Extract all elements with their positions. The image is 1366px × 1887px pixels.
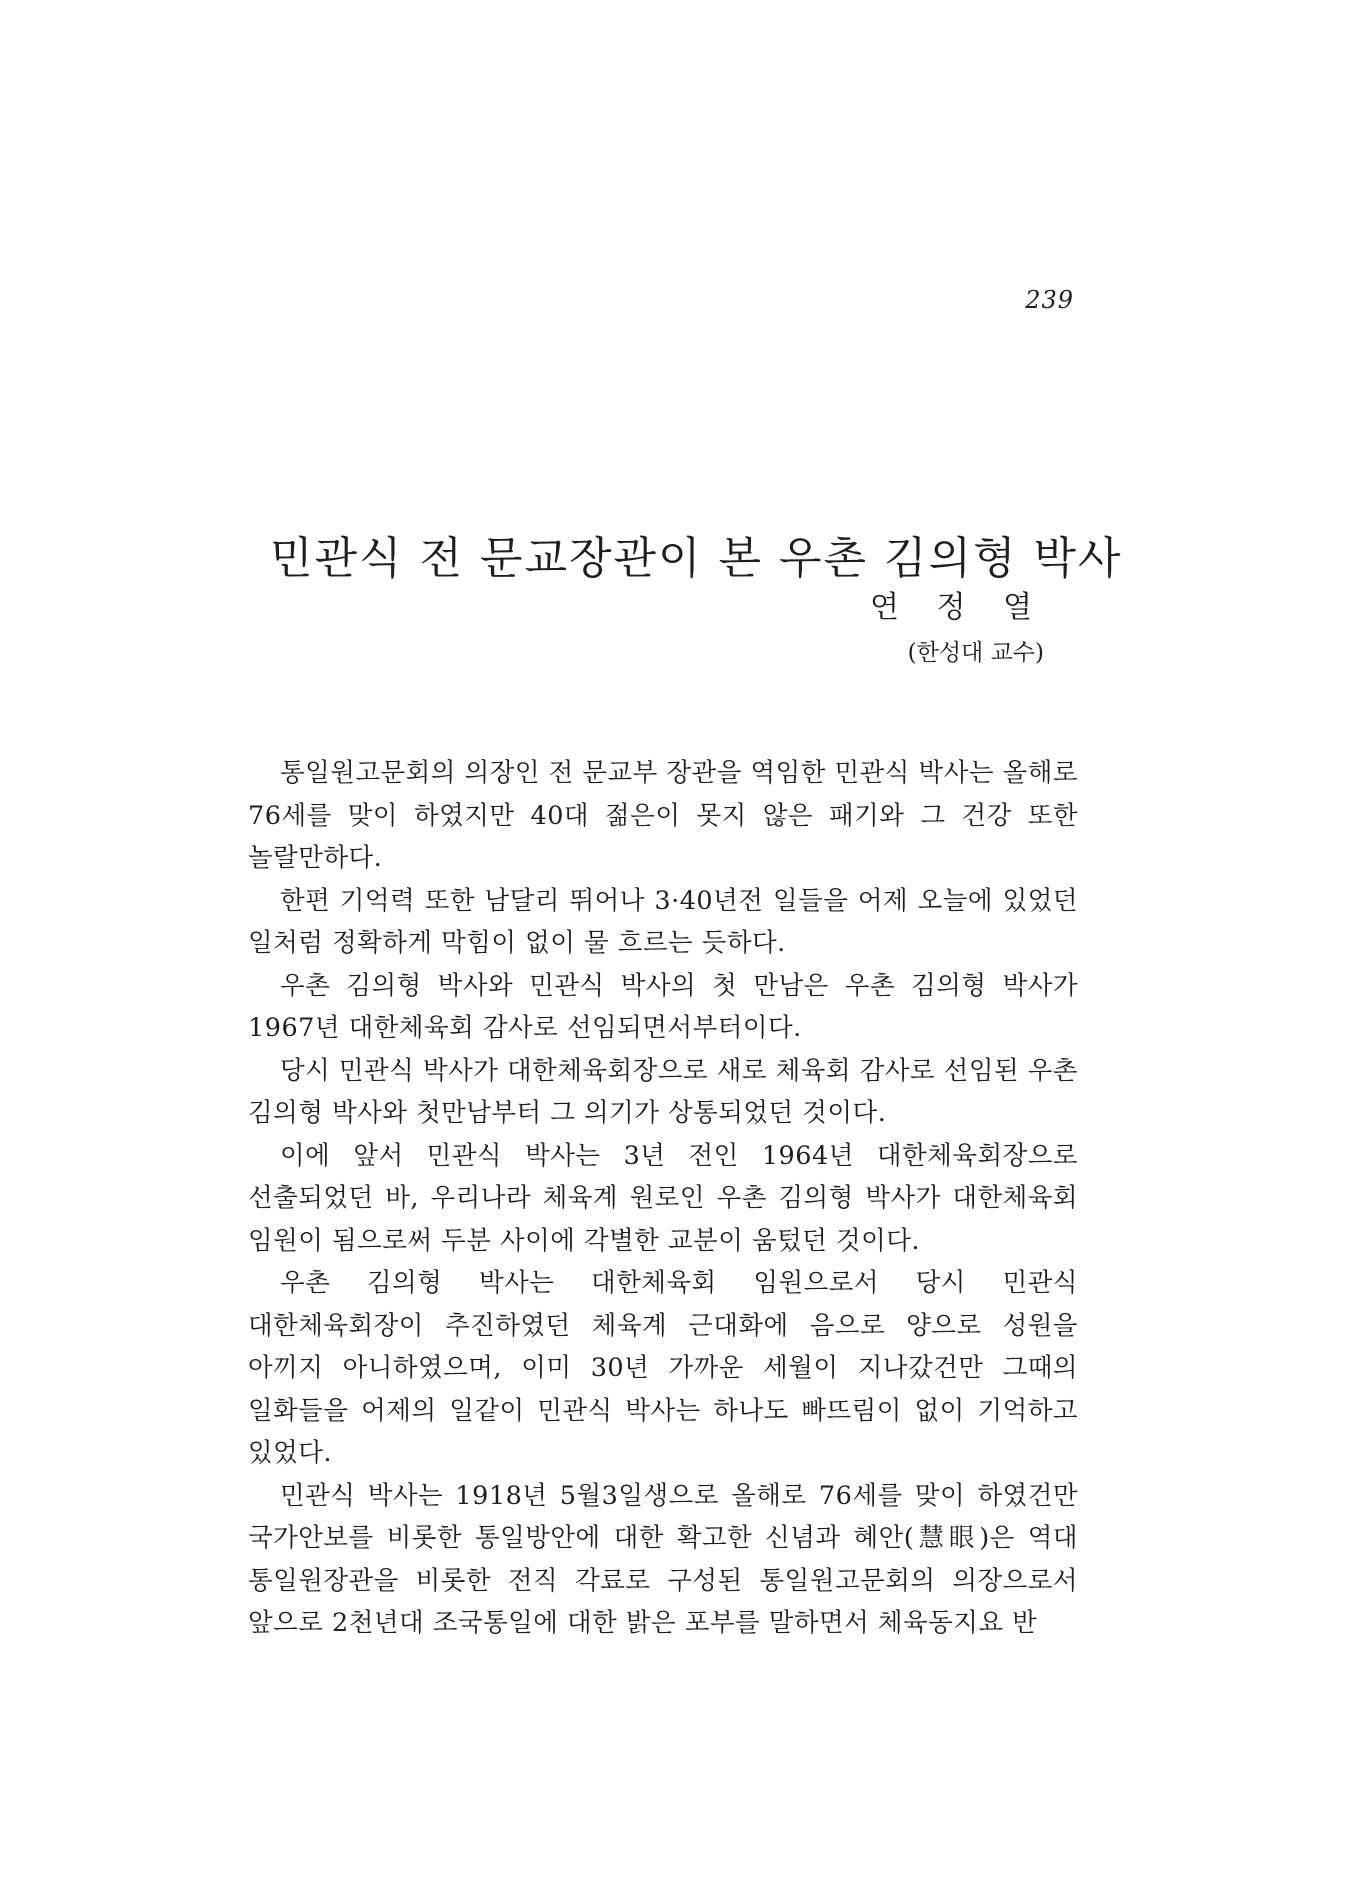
paragraph: 우촌 김의형 박사는 대한체육회 임원으로서 당시 민관식 대한체육회장이 추진하였던 체육계 근대화에 음으로 양으로 성원을 아끼지 아니하였으며, 이미 30년 가까운 세월이 지나갔건만 그때의 일화들을 어제의 일같이 민관식 박사는 하나도 빠뜨림이 없이 기억하고 있었다. — [248, 1268, 1078, 1468]
paragraph: 우촌 김의형 박사와 민관식 박사의 첫 만남은 우촌 김의형 박사가 1967년 대한체육회 감사로 선임되면서부터이다. — [248, 970, 1078, 1043]
paragraph: 이에 앞서 민관식 박사는 3년 전인 1964년 대한체육회장으로 선출되었던 바, 우리나라 체육계 원로인 우촌 김의형 박사가 대한체육회 임원이 됨으로써 두분 사이에 각별한 교분이 움텄던 것이다. — [248, 1140, 1078, 1256]
paragraph: 당시 민관식 박사가 대한체육회장으로 새로 체육회 감사로 선임된 우촌 김의형 박사와 첫만남부터 그 의기가 상통되었던 것이다. — [248, 1055, 1078, 1128]
paragraph: 통일원고문회의 의장인 전 문교부 장관을 역임한 민관식 박사는 올해로 76세를 맞이 하였지만 40대 젊은이 못지 않은 패기와 그 건강 또한 놀랄만하다. — [248, 758, 1078, 873]
paragraph: 한편 기억력 또한 남달리 뛰어나 3·40년전 일들을 어제 오늘에 있었던 일처럼 정확하게 막힘이 없이 물 흐르는 듯하다. — [248, 885, 1078, 958]
article-body — [248, 752, 1078, 1645]
author-affiliation: (한성대 교수) — [907, 640, 1044, 666]
paragraph: 민관식 박사는 1918년 5월3일생으로 올해로 76세를 맞이 하였건만 국가안보를 비롯한 통일방안에 대한 확고한 신념과 혜안(慧眼)은 역대 통일원장관을 비롯한 전직 각료로 구성된 통일원고문회의 의장으로서 앞으로 2천년대 조국통일에 대한 밝은 포부를 말하면서 체육동지요 반 — [248, 1480, 1078, 1638]
article-title: 민관식 전 문교장관이 본 우촌 김의형 박사 — [270, 533, 1123, 584]
page-number: 239 — [1025, 286, 1074, 314]
author-name: 연 정 열 — [869, 590, 1046, 625]
